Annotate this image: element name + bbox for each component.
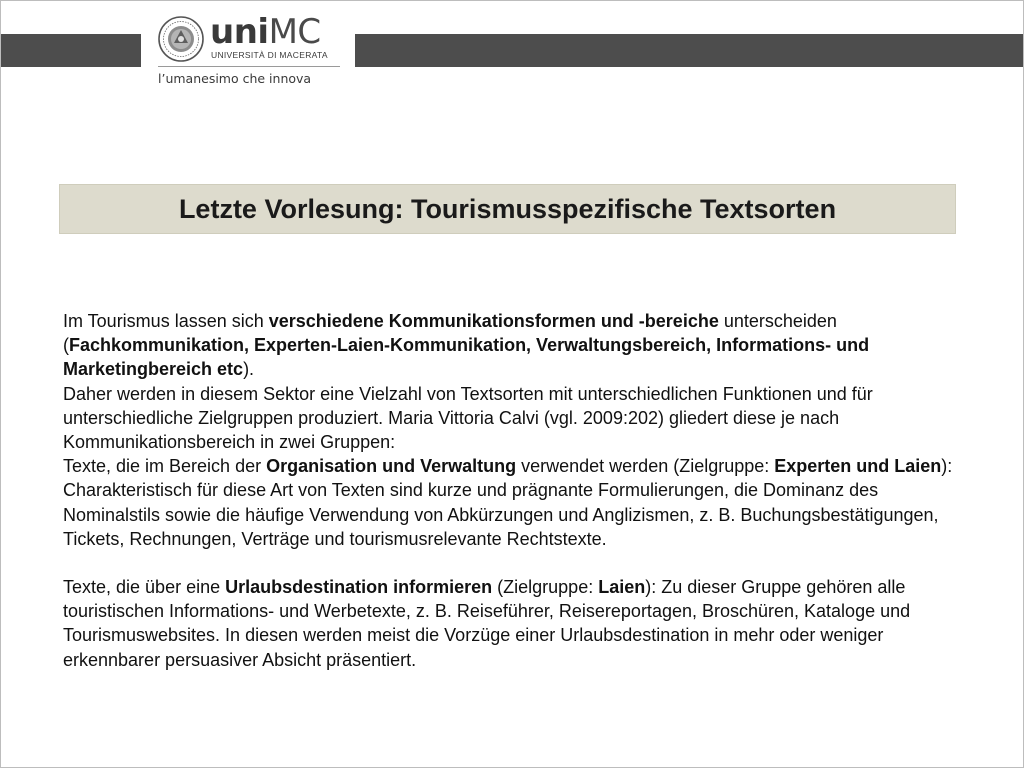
text-run-bold: verschiedene Kommunikationsformen und -bereiche	[268, 311, 719, 331]
text-run: ): Charakteristisch für diese Art von Texten sind kurze und prägnante Formulierungen, die Dominanz des Nominalstils sowie die häufige Verwendung von Abkürzungen und Anglizismen, z. B. Buchungsbestätigungen, Tickets, Rechnungen, Verträge und tourismusrelevante Rechtstexte.	[63, 456, 953, 549]
paragraph	[63, 309, 973, 382]
text-run-bold: Experten und Laien	[774, 456, 942, 477]
paragraph	[63, 575, 973, 672]
text-run: Daher werden in diesem Sektor eine Vielzahl von Textsorten mit unterschiedlichen Funktionen und für unterschiedliche Zielgruppen produziert. Maria Vittoria Calvi (vgl. 2009:202) gliedert diese je nach Kommunikationsbereich in zwei Gruppen:	[63, 383, 873, 453]
logo-wordmark-bold: uni	[210, 12, 269, 52]
text-run: (Zielgruppe:	[492, 577, 599, 598]
text-run: verwendet werden (Zielgruppe:	[516, 456, 775, 477]
text-run: Texte, die im Bereich der	[63, 456, 267, 477]
paragraph	[63, 382, 973, 455]
paragraph	[63, 454, 973, 551]
slide-body	[63, 309, 973, 672]
text-run: unterscheiden (	[63, 311, 837, 356]
logo-tagline: l’umanesimo che innova	[158, 71, 312, 86]
slide-title-box	[59, 184, 956, 234]
text-run: ).	[243, 359, 255, 380]
text-run: Texte, die über eine	[63, 577, 226, 598]
university-name: UNIVERSITÀ DI MACERATA	[211, 50, 328, 60]
slide-title: Letzte Vorlesung: Tourismusspezifische Textsorten	[178, 193, 837, 224]
university-seal-icon	[158, 16, 204, 62]
text-run: Im Tourismus lassen sich	[63, 311, 269, 331]
text-run-bold: Organisation und Verwaltung	[266, 456, 517, 477]
text-run-bold: Laien	[598, 577, 646, 598]
logo-wordmark-light: MC	[268, 12, 321, 52]
logo-wordmark	[210, 12, 321, 52]
header-bar-left	[1, 34, 141, 67]
text-run-bold: Urlaubsdestination informieren	[225, 577, 493, 598]
text-run-bold: Fachkommunikation, Experten-Laien-Kommunikation, Verwaltungsbereich, Informations- und Marketingbereich etc	[63, 335, 870, 380]
logo-divider	[158, 66, 340, 67]
header-bar-right	[355, 34, 1023, 67]
text-run: ): Zu dieser Gruppe gehören alle touristischen Informations- und Werbetexte, z. B. Reiseführer, Reisereportagen, Broschüren, Kataloge und Tourismuswebsites. In diesen werden meist die Vorzüge einer Urlaubsdestination in mehr oder weniger erkennbarer persuasiver Absicht präsentiert.	[63, 577, 911, 670]
university-logo	[158, 12, 344, 91]
